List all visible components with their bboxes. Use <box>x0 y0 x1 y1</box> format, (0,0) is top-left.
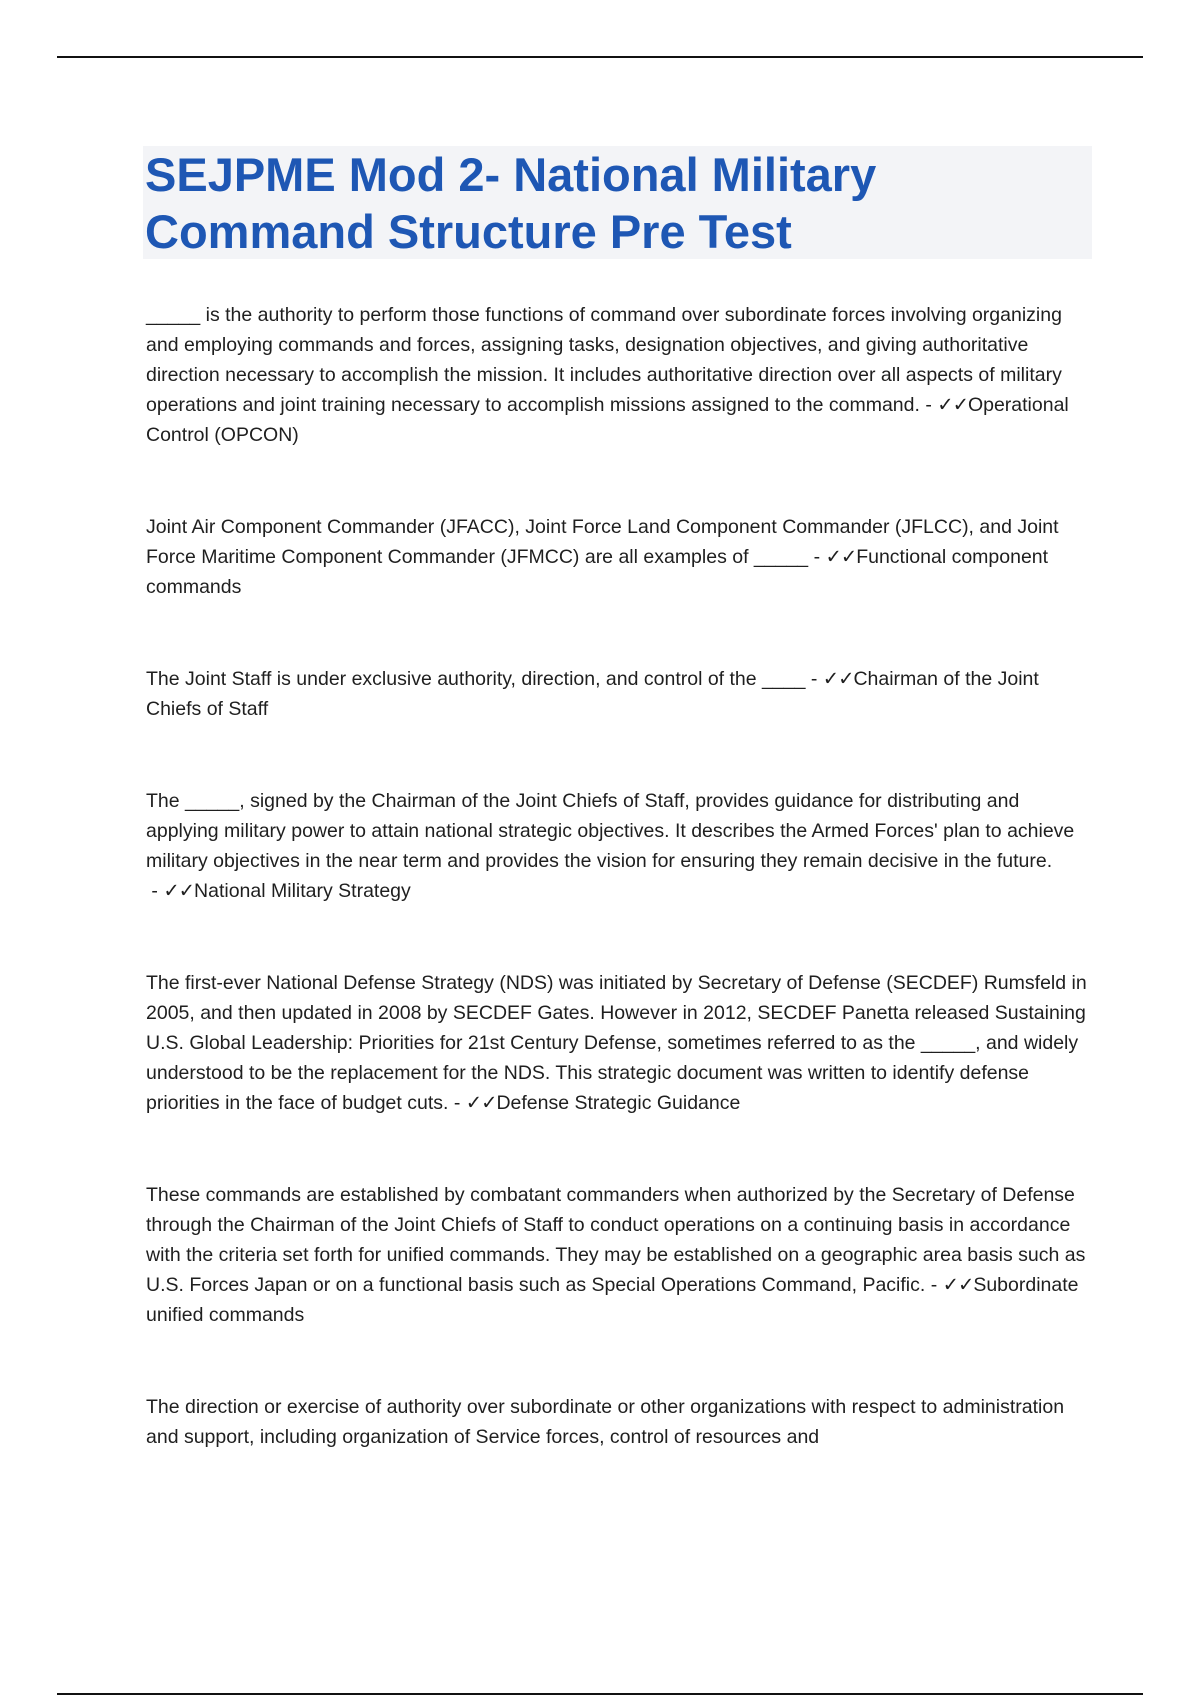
double-check-icon: ✓✓ <box>942 1274 974 1296</box>
qa-item <box>146 968 1092 1118</box>
answer-text: Operational Control (OPCON) <box>146 394 1069 446</box>
answer-text: Functional component commands <box>146 546 1049 598</box>
document-title: SEJPME Mod 2- National Military Command Structure Pre Test <box>145 148 877 258</box>
qa-item <box>146 1180 1092 1330</box>
title-band <box>143 146 1092 259</box>
qa-item <box>146 786 1092 906</box>
answer-text: Defense Strategic Guidance <box>496 1092 741 1114</box>
question-text: These commands are established by combatant commanders when authorized by the Secretary of Defense through the Chairman of the Joint Chiefs of Staff to conduct operations on a continuing basis in accordance with the criteria set forth for unified commands. They may be established on a geographic area basis such as U.S. Forces Japan or on a functional basis such as Special Operations Command, Pacific. <box>146 1184 1086 1296</box>
question-text: The first-ever National Defense Strategy (NDS) was initiated by Secretary of Defense (SECDEF) Rumsfeld in 2005, and then updated in 2008 by SECDEF Gates. However in 2012, SECDEF Panetta released Sustaining U.S. Global Leadership: Priorities for 21st Century Defense, sometimes referred to as the _____, and widely understood to be the replacement for the NDS. This strategic document was written to identify defense priorities in the face of budget cuts. <box>146 972 1087 1114</box>
answer-text: Chairman of the Joint Chiefs of Staff <box>146 668 1039 720</box>
qa-item <box>146 300 1092 450</box>
answer-separator: - <box>808 546 826 568</box>
question-text: The _____, signed by the Chairman of the Joint Chiefs of Staff, provides guidance for distributing and applying military power to attain national strategic objectives. It describes the Armed Forces' plan to achieve military objectives in the near term and provides the vision for ensuring they remain decisive in the future. <box>146 790 1075 872</box>
page-top-rule <box>57 56 1143 58</box>
answer-separator: - <box>925 1274 943 1296</box>
question-text: The Joint Staff is under exclusive authority, direction, and control of the ____ <box>146 668 806 690</box>
double-check-icon: ✓✓ <box>822 668 854 690</box>
page-bottom-rule <box>57 1693 1143 1695</box>
answer-separator: - <box>146 880 164 902</box>
double-check-icon: ✓✓ <box>937 394 968 416</box>
answer-text: Subordinate unified commands <box>146 1274 1079 1326</box>
double-check-icon: ✓✓ <box>465 1092 497 1114</box>
qa-item <box>146 512 1092 602</box>
double-check-icon: ✓✓ <box>825 546 857 568</box>
answer-separator: - <box>805 668 823 690</box>
question-text: The direction or exercise of authority over subordinate or other organizations with respect to administration and support, including organization of Service forces, control of resources and <box>146 1396 1065 1448</box>
answer-separator: - <box>448 1092 466 1114</box>
qa-list <box>146 300 1092 1452</box>
question-text: _____ is the authority to perform those functions of command over subordinate forces involving organizing and employing commands and forces, assigning tasks, designation objectives, and giving authoritative direction necessary to accomplish the mission. It includes authoritative direction over all aspects of military operations and joint training necessary to accomplish missions assigned to the command. <box>146 304 1062 416</box>
answer-text: National Military Strategy <box>194 880 411 902</box>
double-check-icon: ✓✓ <box>163 880 195 902</box>
question-text: Joint Air Component Commander (JFACC), Joint Force Land Component Commander (JFLCC), and Joint Force Maritime Component Commander (JFMCC) are all examples of _____ <box>146 516 1059 568</box>
qa-item-truncated <box>146 1392 1092 1452</box>
answer-separator: - <box>919 394 938 416</box>
qa-item <box>146 664 1092 724</box>
